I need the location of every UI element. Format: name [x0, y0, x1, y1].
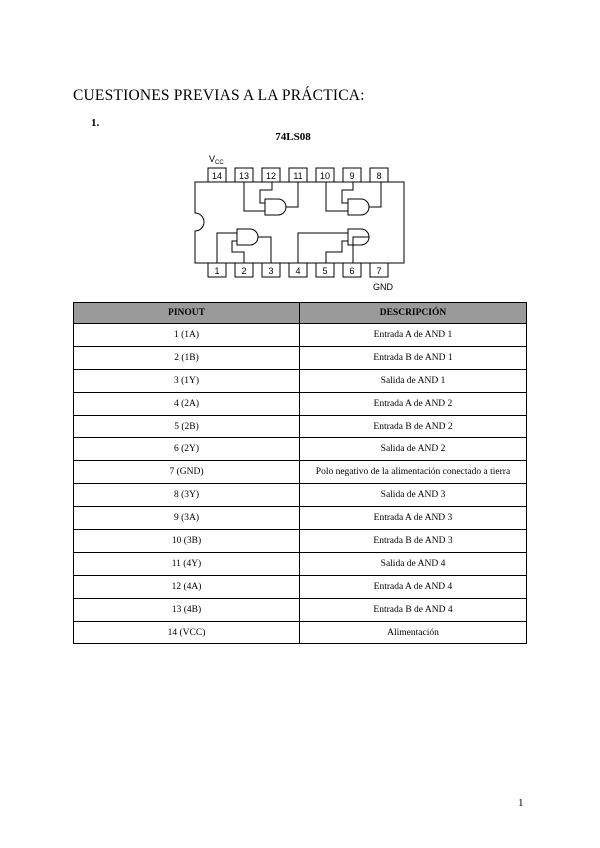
table-row	[74, 507, 527, 530]
column-header-description: DESCRIPCIÓN	[300, 303, 527, 324]
chip-title: 74LS08	[275, 131, 311, 143]
table-row	[74, 324, 527, 347]
pinout-cell: 5 (2B)	[74, 415, 300, 438]
table-row	[74, 415, 527, 438]
pinout-cell: 7 (GND)	[74, 461, 300, 484]
page-number: 1	[518, 797, 524, 809]
top-pin-label: 8	[376, 171, 382, 181]
description-cell: Entrada A de AND 1	[300, 324, 527, 347]
description-cell: Alimentación	[300, 621, 527, 644]
table-header-row	[74, 303, 527, 324]
gnd-label: GND	[373, 282, 393, 292]
and-gate-1	[217, 229, 271, 263]
pinout-cell: 1 (1A)	[74, 324, 300, 347]
top-pin-label: 9	[349, 171, 355, 181]
bottom-pin-label: 3	[268, 266, 274, 276]
table-row	[74, 392, 527, 415]
top-pin-label: 12	[265, 171, 277, 181]
table-row	[74, 621, 527, 644]
description-cell: Salida de AND 2	[300, 438, 527, 461]
column-header-pinout: PINOUT	[74, 303, 300, 324]
table-row	[74, 438, 527, 461]
bottom-pin-label: 4	[295, 266, 301, 276]
bottom-pin-label: 5	[322, 266, 328, 276]
bottom-pin-row	[208, 263, 388, 277]
and-gate-4	[244, 182, 298, 215]
table-row	[74, 346, 527, 369]
bottom-pin-label: 7	[376, 266, 382, 276]
top-pin-label: 14	[211, 171, 223, 181]
table-row	[74, 598, 527, 621]
description-cell: Polo negativo de la alimentación conectado a tierra	[300, 461, 527, 484]
top-pin-label: 10	[319, 171, 331, 181]
table-body	[74, 324, 527, 644]
section-heading: CUESTIONES PREVIAS A LA PRÁCTICA:	[73, 87, 365, 104]
table-row	[74, 530, 527, 553]
question-number: 1.	[91, 117, 100, 129]
pinout-cell: 12 (4A)	[74, 575, 300, 598]
chip-body	[195, 182, 404, 263]
table-row	[74, 461, 527, 484]
table-row	[74, 484, 527, 507]
description-cell: Entrada B de AND 1	[300, 346, 527, 369]
table-row	[74, 369, 527, 392]
top-pin-label: 13	[238, 171, 250, 181]
top-pin-label: 11	[293, 171, 303, 181]
pinout-cell: 10 (3B)	[74, 530, 300, 553]
description-cell: Entrada B de AND 3	[300, 530, 527, 553]
table-row	[74, 552, 527, 575]
pinout-cell: 3 (1Y)	[74, 369, 300, 392]
table-row	[74, 575, 527, 598]
description-cell: Entrada A de AND 3	[300, 507, 527, 530]
vcc-label: $V_{CC}$	[209, 154, 224, 166]
chip-pinout-diagram	[180, 148, 420, 296]
pinout-cell: 9 (3A)	[74, 507, 300, 530]
pinout-cell: 6 (2Y)	[74, 438, 300, 461]
pinout-table	[73, 302, 527, 644]
pinout-cell: 11 (4Y)	[74, 552, 300, 575]
description-cell: Salida de AND 1	[300, 369, 527, 392]
pinout-cell: 4 (2A)	[74, 392, 300, 415]
bottom-pin-label: 6	[349, 266, 355, 276]
description-cell: Entrada B de AND 4	[300, 598, 527, 621]
description-cell: Entrada B de AND 2	[300, 415, 527, 438]
bottom-pin-label: 1	[214, 266, 220, 276]
bottom-pin-label: 2	[241, 266, 247, 276]
pinout-cell: 2 (1B)	[74, 346, 300, 369]
pinout-cell: 8 (3Y)	[74, 484, 300, 507]
pinout-cell: 13 (4B)	[74, 598, 300, 621]
description-cell: Salida de AND 4	[300, 552, 527, 575]
description-cell: Salida de AND 3	[300, 484, 527, 507]
and-gate-3	[326, 182, 381, 215]
and-gate-2	[298, 229, 369, 263]
top-pin-row	[208, 168, 388, 182]
pinout-cell: 14 (VCC)	[74, 621, 300, 644]
description-cell: Entrada A de AND 4	[300, 575, 527, 598]
description-cell: Entrada A de AND 2	[300, 392, 527, 415]
